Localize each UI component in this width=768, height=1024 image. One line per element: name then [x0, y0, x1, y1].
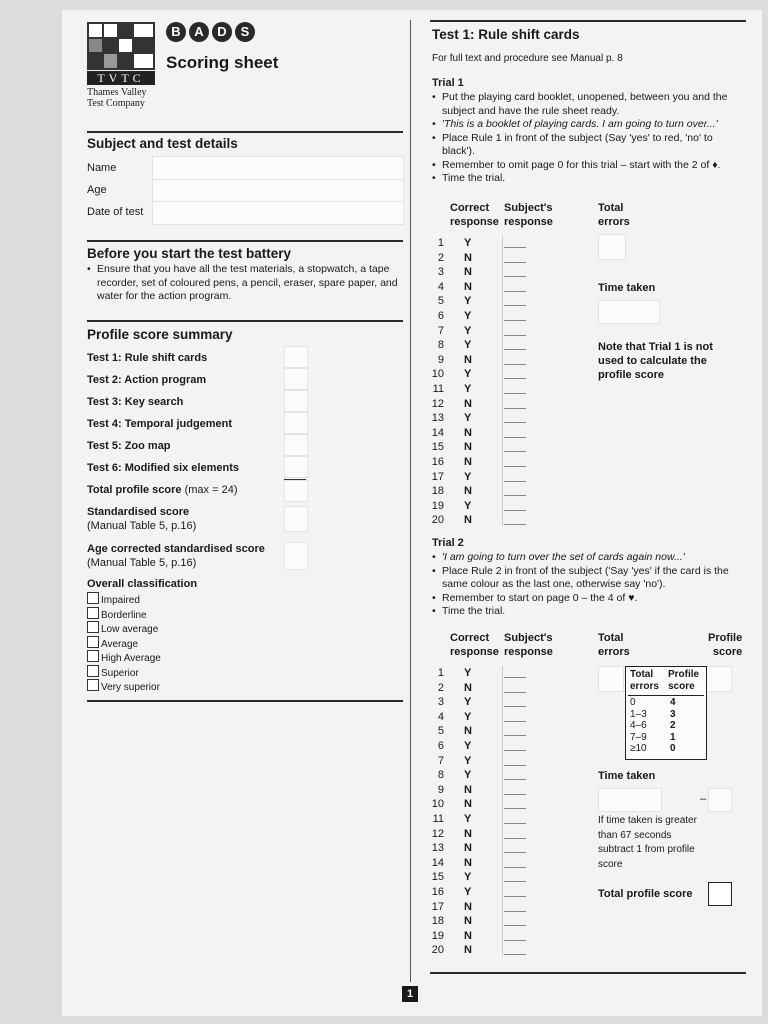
profile-score-box-6[interactable]: [284, 456, 308, 478]
profile-score-box-2[interactable]: [284, 368, 308, 390]
trial2-instructions: [432, 551, 742, 619]
checkbox-icon[interactable]: [87, 665, 99, 677]
row-number: 2: [437, 251, 444, 264]
profile-score-box-5[interactable]: [284, 434, 308, 456]
time-dash: –: [700, 793, 707, 805]
row-number: 19: [431, 929, 444, 942]
checkbox-icon[interactable]: [87, 621, 99, 633]
classification-option[interactable]: [87, 650, 161, 665]
correct-response: N: [464, 426, 472, 439]
classification-option[interactable]: [87, 636, 161, 651]
col-errors-label: errors: [598, 646, 630, 658]
trial1-time-taken-box[interactable]: [598, 300, 660, 324]
classification-label: High Average: [101, 653, 161, 664]
table-cell: 0: [670, 743, 676, 754]
correct-response: Y: [464, 383, 472, 395]
classification-label: Impaired: [101, 595, 140, 606]
classification-label: Superior: [101, 667, 139, 679]
profile-test-4: Test 4: Temporal judgement: [87, 418, 233, 430]
row-number: 5: [437, 725, 444, 738]
correct-response: Y: [464, 470, 472, 483]
trial2-col-subject: [504, 631, 553, 659]
trial1-heading: Trial 1: [432, 77, 464, 89]
row-number: 11: [432, 813, 444, 825]
row-number: 16: [431, 886, 444, 898]
row-number: 19: [431, 499, 444, 512]
table-errors-col: [630, 697, 647, 755]
col-subject-label: Subject's: [504, 632, 553, 644]
trial2-time-taken-label: Time taken: [598, 770, 656, 782]
row-number: 14: [431, 426, 444, 439]
age-corrected-label: Age corrected standardised score: [87, 543, 265, 555]
name-field[interactable]: [152, 156, 404, 180]
row-number: 9: [437, 783, 444, 796]
row-number: 10: [431, 368, 444, 381]
trial2-total-profile-box[interactable]: [708, 882, 732, 906]
row-number: 4: [437, 280, 444, 293]
row-number: 16: [431, 456, 444, 468]
subject-heading: Subject and test details: [87, 136, 238, 151]
table-header-errors: Total errors: [630, 669, 659, 692]
table-cell: 4: [670, 697, 676, 708]
col-correct-label2: response: [450, 216, 499, 228]
trial1-col-correct: [450, 201, 499, 229]
trial2-bullet: • Place Rule 2 in front of the subject ('Say 'yes' if the card is the same colour as the last one, otherwise say 'no').: [442, 565, 742, 592]
correct-response: N: [464, 783, 472, 796]
profile-test-6: Test 6: Modified six elements: [87, 462, 240, 474]
table-header-profile: Profile score: [668, 669, 700, 692]
trial1-time-taken-label: Time taken: [598, 282, 656, 294]
correct-response: N: [464, 441, 472, 454]
correct-response: N: [464, 944, 472, 957]
row-number: 12: [431, 397, 444, 410]
profile-score-box-4[interactable]: [284, 412, 308, 434]
table-cell: 7–9: [630, 731, 647, 743]
trial1-bullet: • 'This is a booklet of playing cards. I am going to turn over...': [442, 118, 742, 132]
row-number: 7: [437, 324, 444, 337]
correct-response: Y: [464, 295, 472, 308]
trial2-bullet: • 'I am going to turn over the set of cards again now...': [442, 551, 742, 565]
bads-logo-grid: [87, 22, 155, 70]
row-number: 3: [437, 696, 444, 709]
row-number: 18: [431, 915, 444, 928]
profile-score-box-3[interactable]: [284, 390, 308, 412]
standardised-score-box[interactable]: [284, 506, 308, 532]
before-text: • Ensure that you have all the test materials, a stopwatch, a tape recorder, set of coloured pens, a pencil, eraser, spare paper, and water for the action program.: [97, 263, 402, 304]
tvtc-badge: TVTC: [87, 71, 155, 85]
correct-response: N: [464, 485, 472, 498]
correct-response: N: [464, 353, 472, 366]
table-cell: ≥10: [630, 743, 647, 754]
col-correct-label: Correct: [450, 202, 490, 214]
row-number: 4: [437, 710, 444, 723]
total-profile-label: [87, 483, 238, 497]
trial2-bullet: • Time the trial.: [442, 605, 742, 619]
correct-response: Y: [464, 754, 472, 767]
classification-option[interactable]: [87, 665, 161, 680]
classification-list: [87, 592, 161, 694]
checkbox-icon[interactable]: [87, 592, 99, 604]
time-rule-note: If time taken is greater than 67 seconds subtract 1 from profile score: [598, 815, 697, 870]
correct-response: N: [464, 842, 472, 855]
row-number: 11: [432, 383, 444, 395]
col-subject-label2: response: [504, 646, 553, 658]
correct-response: Y: [464, 769, 472, 782]
checkbox-icon[interactable]: [87, 636, 99, 648]
correct-response: N: [464, 514, 472, 527]
age-corrected-ref: (Manual Table 5, p.16): [87, 557, 197, 569]
classification-option[interactable]: [87, 621, 161, 636]
row-number: 18: [431, 485, 444, 498]
col-total-label: Total: [598, 202, 624, 214]
correct-response: N: [464, 456, 472, 468]
age-field[interactable]: [152, 179, 404, 202]
total-profile-max: (max = 24): [184, 484, 238, 496]
total-profile-text: Total profile score: [87, 484, 182, 496]
trial2-col-correct: [450, 631, 499, 659]
correct-response: N: [464, 397, 472, 410]
profile-score-box-1[interactable]: [284, 346, 308, 368]
row-number: 17: [431, 900, 444, 913]
name-label: Name: [87, 162, 117, 174]
correct-response: Y: [464, 499, 472, 512]
score-conversion-table: [625, 666, 707, 760]
row-number: 8: [437, 769, 444, 782]
company-name-line2: Test Company: [87, 98, 145, 109]
trial2-total-profile-label: Total profile score: [598, 888, 693, 900]
correct-response: N: [464, 266, 472, 279]
correct-response: Y: [464, 871, 472, 884]
col-errors-label: errors: [598, 216, 630, 228]
correct-response: Y: [464, 310, 472, 322]
profile-test-2: Test 2: Action program: [87, 374, 207, 386]
page-number: 1: [402, 986, 418, 1002]
correct-response: N: [464, 681, 472, 694]
col-subject-label2: response: [504, 216, 553, 228]
standardised-score-ref: (Manual Table 5, p.16): [87, 520, 197, 532]
trial1-note: Note that Trial 1 is not used to calculate the profile score: [598, 341, 713, 381]
row-number: 20: [431, 944, 444, 957]
classification-label: Average: [101, 638, 139, 650]
before-instructions: [87, 263, 402, 304]
table-cell: 3: [670, 708, 676, 720]
table-score-col: [670, 697, 676, 755]
trial2-heading: Trial 2: [432, 537, 464, 549]
classification-label: Low average: [101, 624, 159, 635]
correct-response: N: [464, 915, 472, 928]
row-number: 6: [437, 310, 444, 322]
trial1-col-total: [598, 201, 630, 229]
trial1-col-subject: [504, 201, 553, 229]
row-number: 15: [431, 871, 444, 884]
bads-title-letters: [166, 22, 255, 42]
row-number: 1: [437, 237, 444, 249]
col-total-label: Total: [598, 632, 624, 644]
correct-response: Y: [464, 886, 472, 898]
date-of-test-label: Date of test: [87, 206, 144, 218]
trial2-time-adjust-box[interactable]: [708, 788, 732, 812]
profile-test-3: Test 3: Key search: [87, 396, 184, 408]
correct-response: N: [464, 798, 472, 811]
row-number: 20: [431, 514, 444, 527]
test1-heading: Test 1: Rule shift cards: [432, 27, 580, 42]
row-number: 17: [431, 470, 444, 483]
date-of-test-field[interactable]: [152, 201, 404, 225]
trial1-instructions: [432, 91, 742, 186]
row-number: 13: [431, 412, 444, 425]
trial1-bullet: • Remember to omit page 0 for this trial – start with the 2 of ♦.: [442, 159, 742, 173]
correct-response: N: [464, 725, 472, 738]
table-cell: 2: [670, 720, 676, 731]
correct-response: N: [464, 856, 472, 869]
correct-response: Y: [464, 696, 472, 709]
trial1-bullet: • Put the playing card booklet, unopened, between you and the subject and have the rule sheet ready.: [442, 91, 742, 118]
classification-option[interactable]: [87, 679, 161, 694]
test1-subheading: For full text and procedure see Manual p. 8: [432, 53, 623, 64]
classification-option[interactable]: [87, 592, 161, 607]
row-number: 12: [431, 827, 444, 840]
logo-letter-s: S: [235, 22, 255, 42]
table-cell: 1: [670, 731, 676, 743]
classification-option[interactable]: [87, 607, 161, 622]
correct-response: Y: [464, 813, 472, 825]
row-number: 8: [437, 339, 444, 352]
total-profile-box[interactable]: [284, 480, 308, 502]
row-number: 9: [437, 353, 444, 366]
row-number: 1: [437, 667, 444, 679]
profile-test-1: Test 1: Rule shift cards: [87, 352, 208, 364]
classification-label: Borderline: [101, 609, 147, 621]
correct-response: Y: [464, 237, 472, 249]
classification-heading: Overall classification: [87, 578, 198, 590]
checkbox-icon[interactable]: [87, 650, 99, 662]
correct-response: N: [464, 929, 472, 942]
logo-letter-b: B: [166, 22, 186, 42]
profile-heading: Profile score summary: [87, 327, 233, 342]
col-score-label: score: [712, 646, 743, 658]
column-divider: [410, 20, 411, 982]
row-number: 5: [437, 295, 444, 308]
col-profile-label: Profile: [708, 632, 743, 644]
logo-letter-a: A: [189, 22, 209, 42]
age-label: Age: [87, 184, 107, 196]
row-number: 10: [431, 798, 444, 811]
correct-response: Y: [464, 339, 472, 352]
trial2-col-profile: [708, 631, 742, 659]
row-number: 13: [431, 842, 444, 855]
trial2-time-taken-box[interactable]: [598, 788, 662, 812]
row-number: 2: [437, 681, 444, 694]
table-cell: 0: [630, 697, 636, 708]
trial2-col-total: [598, 631, 630, 659]
trial2-bullet: • Remember to start on page 0 – the 4 of ♥.: [442, 592, 742, 606]
correct-response: Y: [464, 667, 472, 679]
row-number: 6: [437, 740, 444, 752]
page-title: Scoring sheet: [166, 53, 279, 72]
col-correct-label: Correct: [450, 632, 490, 644]
correct-response: Y: [464, 710, 472, 723]
checkbox-icon[interactable]: [87, 607, 99, 619]
correct-response: Y: [464, 412, 472, 425]
table-cell: 1–3: [630, 708, 647, 720]
correct-response: N: [464, 900, 472, 913]
standardised-score-label: Standardised score: [87, 506, 190, 518]
logo-letter-d: D: [212, 22, 232, 42]
row-number: 7: [437, 754, 444, 767]
classification-label: Very superior: [101, 682, 160, 693]
trial1-total-errors-box[interactable]: [598, 234, 626, 260]
correct-response: N: [464, 251, 472, 264]
table-cell: 4–6: [630, 720, 647, 731]
profile-test-5: Test 5: Zoo map: [87, 440, 171, 452]
before-heading: Before you start the test battery: [87, 246, 292, 261]
company-name-line1: Thames Valley: [87, 87, 147, 98]
col-subject-label: Subject's: [504, 202, 553, 214]
trial2-total-errors-box[interactable]: [598, 666, 624, 692]
trial1-bullet: • Place Rule 1 in front of the subject (Say 'yes' to red, 'no' to black').: [442, 132, 742, 159]
scoring-sheet-page: [62, 10, 762, 1016]
age-corrected-box[interactable]: [284, 542, 308, 570]
correct-response: Y: [464, 368, 472, 381]
trial1-bullet: • Time the trial.: [442, 172, 742, 186]
correct-response: Y: [464, 324, 472, 337]
row-number: 14: [431, 856, 444, 869]
correct-response: Y: [464, 740, 472, 752]
trial2-profile-score-box[interactable]: [704, 666, 732, 692]
correct-response: N: [464, 827, 472, 840]
col-correct-label2: response: [450, 646, 499, 658]
row-number: 3: [437, 266, 444, 279]
correct-response: N: [464, 280, 472, 293]
row-number: 15: [431, 441, 444, 454]
checkbox-icon[interactable]: [87, 679, 99, 691]
